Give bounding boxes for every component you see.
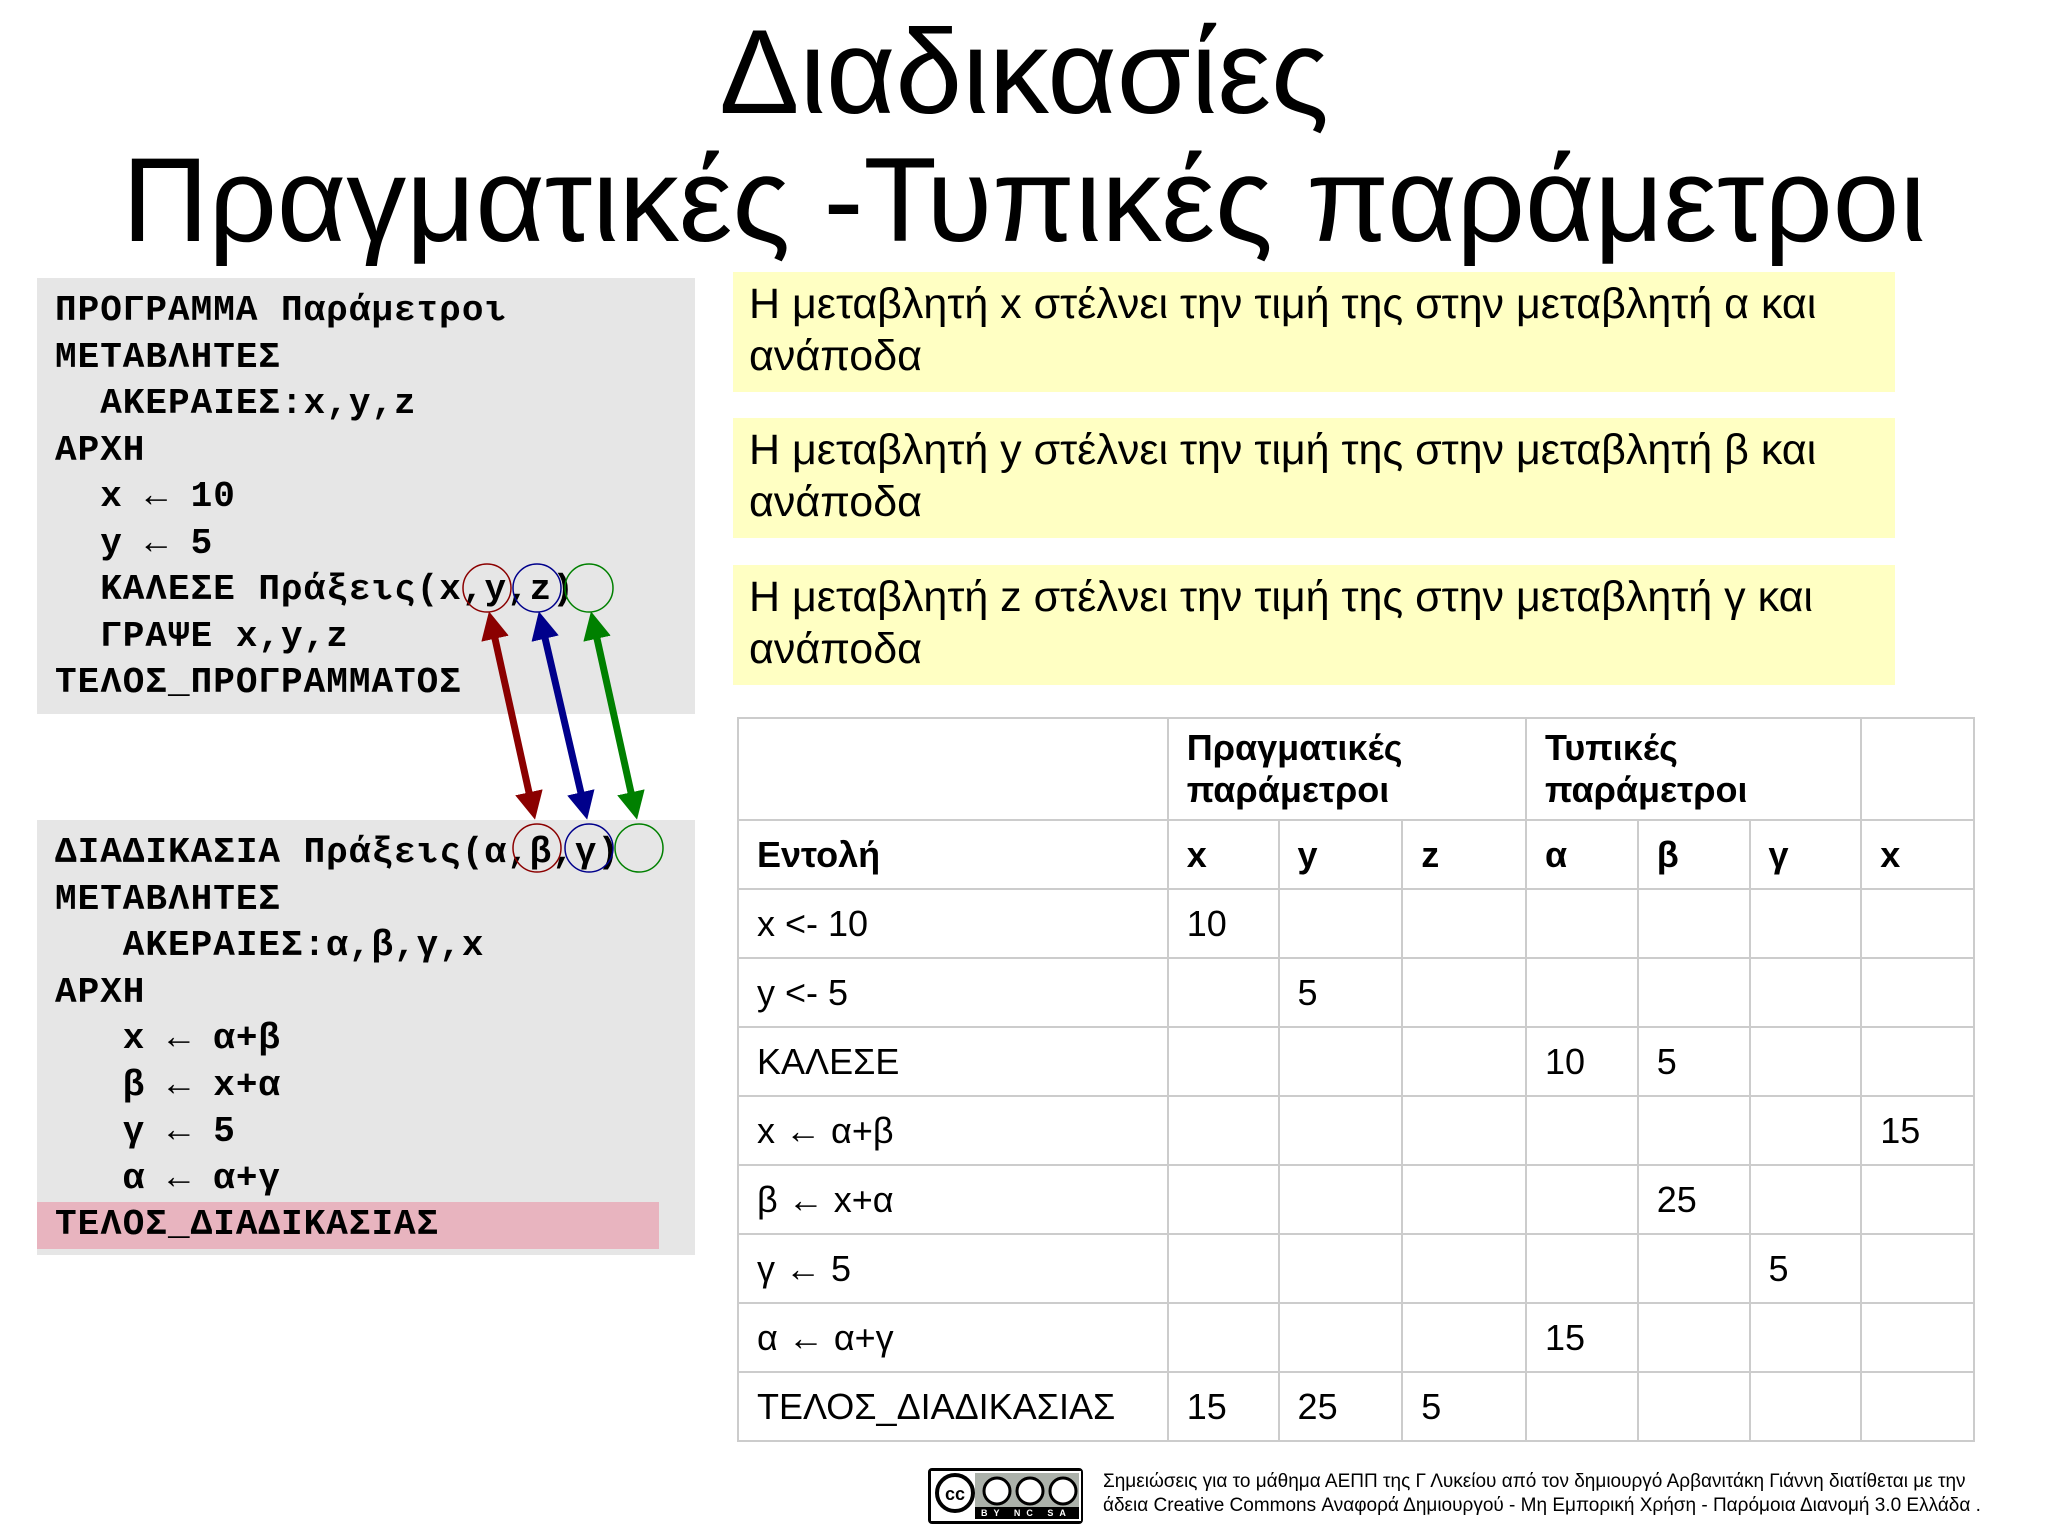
table-cell-command: ΤΕΛΟΣ_ΔΙΑΔΙΚΑΣΙΑΣ (738, 1372, 1168, 1441)
column-header: z (1402, 820, 1526, 889)
table-cell-value (1861, 1165, 1974, 1234)
table-cell-value (1638, 1096, 1750, 1165)
code-line: ΜΕΤΑΒΛΗΤΕΣ (55, 878, 282, 920)
table-cell-value (1526, 1096, 1638, 1165)
table-cell-value (1526, 958, 1638, 1027)
code-line: ΜΕΤΑΒΛΗΤΕΣ (55, 336, 282, 378)
table-cell-value (1402, 1165, 1526, 1234)
code-line: ΑΡΧΗ (55, 971, 146, 1013)
table-row (738, 958, 1974, 1027)
table-cell-value (1168, 958, 1279, 1027)
column-header: x (1168, 820, 1279, 889)
header-formal-params: Τυπικές παράμετροι (1526, 718, 1861, 820)
table-cell-value (1638, 1234, 1750, 1303)
table-cell-value: 10 (1526, 1027, 1638, 1096)
code-line: β ← x+α (55, 1064, 282, 1106)
license-text (1103, 1470, 2033, 1518)
column-header: Εντολή (738, 820, 1168, 889)
column-header: β (1638, 820, 1750, 889)
table-cell-value: 25 (1638, 1165, 1750, 1234)
creative-commons-badge-icon (928, 1468, 1083, 1524)
table-cell-value: 5 (1279, 958, 1403, 1027)
table-cell-value (1750, 1027, 1862, 1096)
table-cell-value (1279, 1234, 1403, 1303)
table-cell-value (1750, 1096, 1862, 1165)
table-cell-value (1168, 1234, 1279, 1303)
table-row (738, 1027, 1974, 1096)
table-header-empty (1861, 718, 1974, 820)
table-cell-value: 15 (1526, 1303, 1638, 1372)
table-cell-command: y <- 5 (738, 958, 1168, 1027)
table-cell-value (1279, 1303, 1403, 1372)
code-line: ΓΡΑΨΕ x,y,z (55, 615, 349, 657)
table-cell-value: 15 (1168, 1372, 1279, 1441)
table-cell-value: 5 (1402, 1372, 1526, 1441)
code-line: γ ← 5 (55, 1111, 236, 1152)
table-cell-value (1279, 889, 1403, 958)
table-cell-value (1526, 1234, 1638, 1303)
table-cell-value (1402, 1096, 1526, 1165)
table-cell-command: x <- 10 (738, 889, 1168, 958)
table-cell-value (1168, 1096, 1279, 1165)
table-cell-value (1402, 1027, 1526, 1096)
header-actual-params: Πραγματικές παράμετροι (1168, 718, 1526, 820)
table-cell-value (1861, 958, 1974, 1027)
table-cell-value (1750, 1165, 1862, 1234)
table-cell-value (1750, 958, 1862, 1027)
table-cell-command: γ ← 5 (738, 1234, 1168, 1303)
trace-table (737, 717, 1975, 1442)
code-line: y ← 5 (55, 522, 214, 564)
table-cell-value: 10 (1168, 889, 1279, 958)
table-cell-value (1750, 1372, 1862, 1441)
page-title-line1: Διαδικασίες (719, 5, 1329, 139)
table-cell-value (1750, 889, 1862, 958)
note-z-gamma: Η μεταβλητή z στέλνει την τιμή της στην μεταβλητή γ και ανάποδα (733, 565, 1895, 685)
table-cell-value: 5 (1750, 1234, 1862, 1303)
table-cell-command: x ← α+β (738, 1096, 1168, 1165)
code-line: ΑΚΕΡΑΙΕΣ:α,β,γ,x (55, 925, 485, 966)
code-line: ΤΕΛΟΣ_ΠΡΟΓΡΑΜΜΑΤΟΣ (55, 662, 462, 703)
table-cell-value (1279, 1165, 1403, 1234)
code-line: ΑΡΧΗ (55, 429, 146, 471)
table-cell-value (1526, 889, 1638, 958)
code-line: ΠΡΟΓΡΑΜΜΑ Παράμετροι (55, 290, 508, 331)
cc-badge-label: BY NC SA (981, 1508, 1072, 1518)
table-header-empty (738, 718, 1168, 820)
license-line2: άδεια Creative Commons Αναφορά Δημιουργού - Μη Εμπορική Χρήση - Παρόμοια Διανομή 3.0 Ελλάδα . (1103, 1495, 1981, 1516)
procedure-code-block (37, 820, 695, 1255)
table-cell-value (1402, 958, 1526, 1027)
table-cell-value (1526, 1165, 1638, 1234)
code-line-call: ΚΑΛΕΣΕ Πράξεις(x,y,z) (55, 569, 575, 610)
code-line-highlighted: ΤΕΛΟΣ_ΔΙΑΔΙΚΑΣΙΑΣ (37, 1202, 659, 1249)
page-title-line2: Πραγματικές -Τυπικές παράμετροι (121, 133, 1927, 267)
table-row (738, 1234, 1974, 1303)
table-cell-command: ΚΑΛΕΣΕ (738, 1027, 1168, 1096)
table-group-header-row (738, 718, 1974, 820)
table-cell-value (1861, 1303, 1974, 1372)
table-cell-command: β ← x+α (738, 1165, 1168, 1234)
table-cell-value (1402, 889, 1526, 958)
table-cell-value (1526, 1372, 1638, 1441)
table-cell-value: 5 (1638, 1027, 1750, 1096)
table-cell-value (1638, 889, 1750, 958)
table-cell-value (1638, 1303, 1750, 1372)
code-line-procedure-header: ΔΙΑΔΙΚΑΣΙΑ Πράξεις(α,β,γ) (55, 832, 621, 873)
table-row (738, 889, 1974, 958)
table-cell-value (1750, 1303, 1862, 1372)
table-cell-command: α ← α+γ (738, 1303, 1168, 1372)
table-cell-value (1861, 1027, 1974, 1096)
code-line: ΑΚΕΡΑΙΕΣ:x,y,z (55, 383, 417, 424)
program-code-block (37, 278, 695, 714)
table-row (738, 1303, 1974, 1372)
table-cell-value (1279, 1096, 1403, 1165)
license-line1: Σημειώσεις για το μάθημα ΑΕΠΠ της Γ Λυκείου από τον δημιουργό Αρβανιτάκη Γιάννη διατίθεται με την (1103, 1471, 1966, 1492)
table-row (738, 1096, 1974, 1165)
table-column-header-row (738, 820, 1974, 889)
license-footer (928, 1468, 2040, 1526)
code-line: x ← α+β (55, 1018, 282, 1059)
note-y-beta: Η μεταβλητή y στέλνει την τιμή της στην μεταβλητή β και ανάποδα (733, 418, 1895, 538)
table-cell-value (1168, 1165, 1279, 1234)
column-header: x (1861, 820, 1974, 889)
table-row (738, 1372, 1974, 1441)
code-line: α ← α+γ (55, 1157, 282, 1199)
svg-text:cc: cc (944, 1484, 966, 1504)
table-cell-value (1168, 1303, 1279, 1372)
table-cell-value (1638, 958, 1750, 1027)
table-cell-value (1279, 1027, 1403, 1096)
code-line: x ← 10 (55, 476, 236, 517)
table-cell-value (1861, 1372, 1974, 1441)
table-cell-value (1402, 1303, 1526, 1372)
table-row (738, 1165, 1974, 1234)
table-cell-value (1168, 1027, 1279, 1096)
table-cell-value (1861, 889, 1974, 958)
column-header: γ (1750, 820, 1862, 889)
table-cell-value: 15 (1861, 1096, 1974, 1165)
table-cell-value (1638, 1372, 1750, 1441)
column-header: α (1526, 820, 1638, 889)
table-cell-value (1402, 1234, 1526, 1303)
column-header: y (1279, 820, 1403, 889)
table-cell-value (1861, 1234, 1974, 1303)
table-cell-value: 25 (1279, 1372, 1403, 1441)
note-x-alpha: Η μεταβλητή x στέλνει την τιμή της στην μεταβλητή α και ανάποδα (733, 272, 1895, 392)
